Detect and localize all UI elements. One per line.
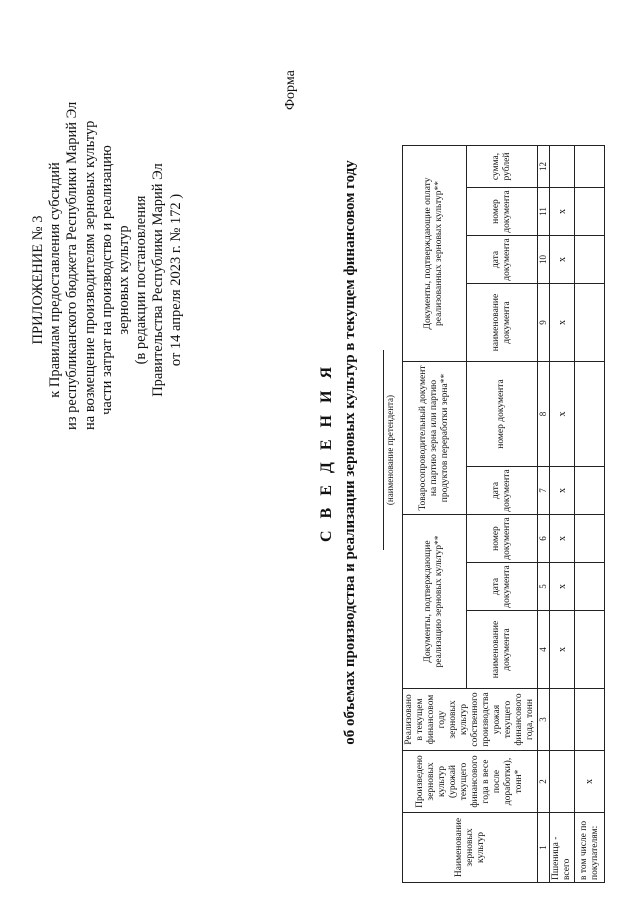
- column-number: 3: [538, 689, 550, 751]
- column-number: 12: [538, 146, 550, 188]
- applicant-name-line: [383, 350, 384, 550]
- table-cell: [575, 515, 605, 563]
- table-cell: [575, 236, 605, 284]
- header-line: к Правилам предоставления субсидий: [47, 162, 64, 398]
- column-number: 11: [538, 188, 550, 236]
- table-row: [575, 146, 605, 883]
- subheader-cell: номер документа: [466, 188, 537, 236]
- table-cell: x: [550, 284, 575, 362]
- subheader-cell: номер документа: [466, 362, 537, 467]
- table-cell: [575, 611, 605, 689]
- table-cell: x: [550, 515, 575, 563]
- table-header-row: [403, 146, 467, 883]
- header-sold: Реализовано в текущем финансовом году зерновых культур собственного производства урожая текущего финансового года, тонн: [403, 689, 538, 751]
- header-sale-documents: Документы, подтверждающие реализацию зерновых культур**: [403, 515, 467, 689]
- header-line: из республиканского бюджета Республики Марий Эл: [64, 101, 81, 430]
- column-number: 9: [538, 284, 550, 362]
- header-line: Правительства Республики Марий Эл: [150, 163, 167, 397]
- table-cell: x: [550, 467, 575, 515]
- table-cell: [575, 563, 605, 611]
- table-cell: x: [550, 611, 575, 689]
- table-cell: [575, 467, 605, 515]
- column-number: 4: [538, 611, 550, 689]
- table-cell: [550, 689, 575, 751]
- header-line: части затрат на производство и реализацию: [98, 145, 115, 415]
- table-cell: [575, 362, 605, 467]
- table-cell: [575, 146, 605, 188]
- column-number: 6: [538, 515, 550, 563]
- header-shipping-document: Товаросопроводительный документ на партию зерна или партию продуктов переработки зерна**: [403, 362, 467, 515]
- column-number: 5: [538, 563, 550, 611]
- table-row: [550, 146, 575, 883]
- table-cell: x: [550, 236, 575, 284]
- header-line: (в редакции постановления: [133, 195, 150, 365]
- header-line: от 14 апреля 2023 г. № 172 ): [167, 193, 184, 367]
- header-payment-documents: Документы, подтверждающие оплату реализованных зерновых культур**: [403, 146, 467, 362]
- header-line: ПРИЛОЖЕНИЕ № 3: [30, 215, 46, 345]
- table-cell: [575, 284, 605, 362]
- table-cell: [575, 689, 605, 751]
- subheader-cell: дата документа: [466, 563, 537, 611]
- header-crop-name: Наименование зерновых культур: [403, 813, 538, 883]
- subheader-cell: номер документа: [466, 515, 537, 563]
- table-cell: [550, 146, 575, 188]
- table-cell: x: [575, 751, 605, 813]
- column-number: 2: [538, 751, 550, 813]
- document-subtitle: об объемах производства и реализации зерновых культур в текущем финансовом году: [342, 160, 358, 745]
- column-number: 7: [538, 467, 550, 515]
- header-line: на возмещение производителям зерновых культур: [81, 120, 98, 430]
- applicant-caption: (наименование претендента): [385, 394, 395, 506]
- row-label: Пшеница - всего: [550, 813, 575, 883]
- subheader-cell: наименование документа: [466, 284, 537, 362]
- document-title: С В Е Д Е Н И Я: [318, 362, 335, 543]
- header-produced: Произведено зерновых культур (урожай текущего финансового года в весе после доработки), тонн*: [403, 751, 538, 813]
- production-table: [402, 145, 605, 883]
- subheader-cell: дата документа: [466, 467, 537, 515]
- subheader-cell: дата документа: [466, 236, 537, 284]
- subheader-cell: наименование документа: [466, 611, 537, 689]
- form-label: Форма: [283, 70, 298, 110]
- column-number: 8: [538, 362, 550, 467]
- table-cell: x: [550, 188, 575, 236]
- subheader-cell: сумма, рублей: [466, 146, 537, 188]
- column-number: 1: [538, 813, 550, 883]
- table-cell: [575, 188, 605, 236]
- table-cell: [550, 751, 575, 813]
- column-number-row: [538, 146, 550, 883]
- table-cell: x: [550, 362, 575, 467]
- table-cell: x: [550, 563, 575, 611]
- row-label: в том числе по покупателям:: [575, 813, 605, 883]
- appendix-header: [30, 101, 185, 430]
- header-line: зерновых культур: [116, 225, 133, 335]
- column-number: 10: [538, 236, 550, 284]
